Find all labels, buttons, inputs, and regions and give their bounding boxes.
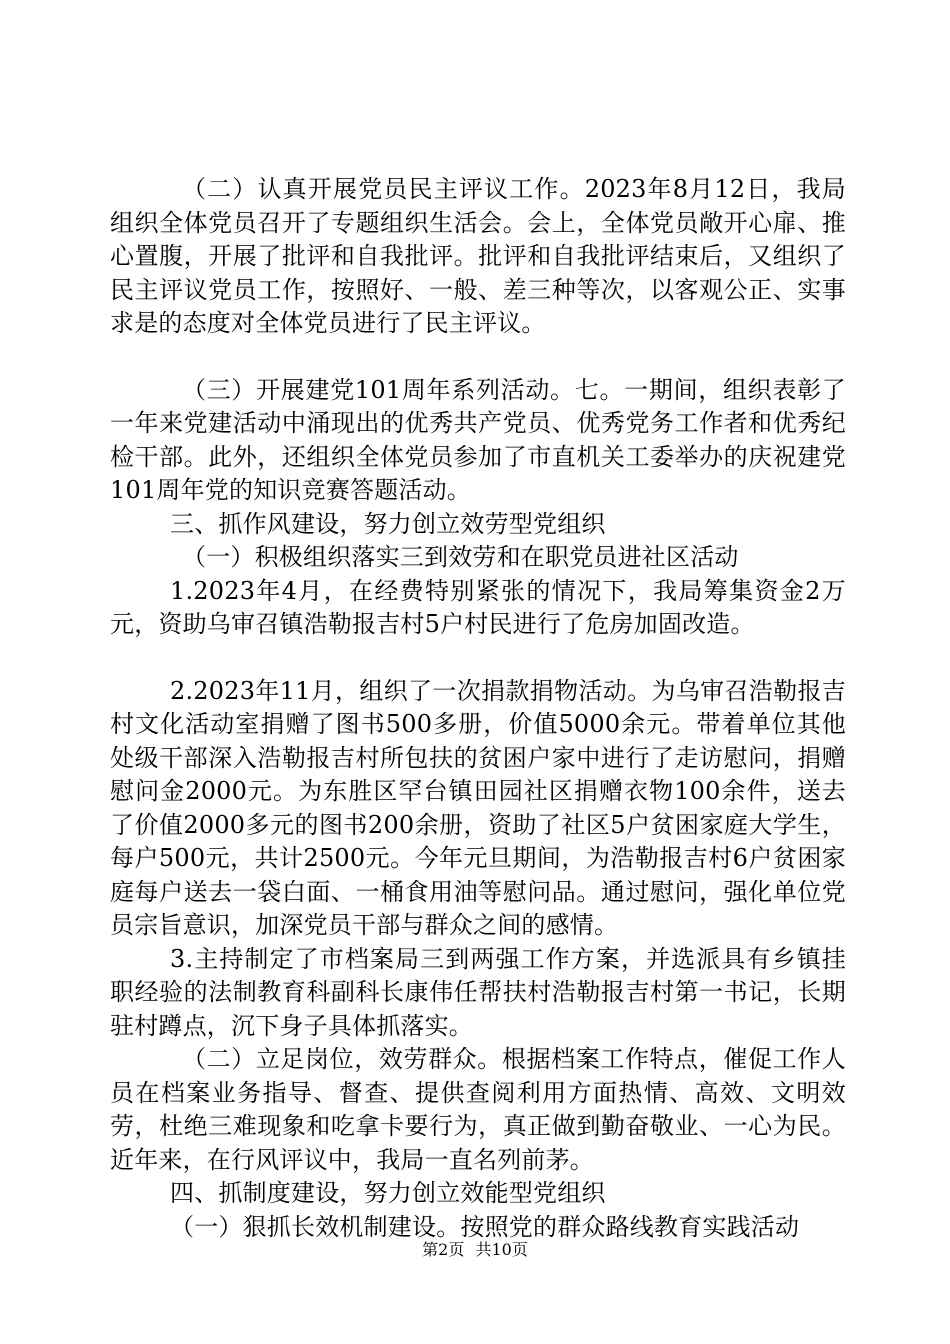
paragraph-item-one: 1.2023年4月，在经费特别紧张的情况下，我局筹集资金2万元，资助乌审召镇浩勒报吉村5户村民进行了危房加固改造。 (110, 576, 846, 638)
paragraph-long-term-mechanism: （一）狠抓长效机制建设。按照党的群众路线教育实践活动 (170, 1212, 800, 1241)
heading-section-four: 四、抓制度建设，努力创立效能型党组织 (170, 1179, 606, 1207)
paragraph-serve-public: （二）立足岗位，效劳群众。根据档案工作特点，催促工作人员在档案业务指导、督查、提供查阅利用方面热情、高效、文明效劳，杜绝三难现象和吃拿卡要行为，真正做到勤奋敬业、一心为民。近年来，在行风评议中，我局一直名列前茅。 (110, 1045, 846, 1174)
document-body (110, 173, 846, 1244)
heading-section-three: 三、抓作风建设，努力创立效劳型党组织 (170, 509, 606, 538)
page-footer (0, 1240, 950, 1260)
paragraph-democratic-review: （二）认真开展党员民主评议工作。2023年8月12日，我局组织全体党员召开了专题组织生活会。会上，全体党员敞开心扉、推心置腹，开展了批评和自我批评。批评和自我批评结束后，又组织了民主评议党员工作，按照好、一般、差三种等次，以客观公正、实事求是的态度对全体党员进行了民主评议。 (110, 175, 846, 337)
paragraph-item-three: 3.主持制定了市档案局三到两强工作方案，并选派具有乡镇挂职经验的法制教育科副科长康伟任帮扶村浩勒报吉村第一书记，长期驻村蹲点，沉下身子具体抓落实。 (110, 944, 846, 1040)
page-total-label: 共10页 (475, 1240, 528, 1259)
paragraph-item-two: 2.2023年11月，组织了一次捐款捐物活动。为乌审召浩勒报吉村文化活动室捐赠了图书500多册，价值5000余元。带着单位其他处级干部深入浩勒报吉村所包扶的贫困户家中进行了走访慰问，捐赠慰问金2000元。为东胜区罕台镇田园社区捐赠衣物100余件，送去了价值2000多元的图书200余册，资助了社区5户贫困家庭大学生，每户500元，共计2500元。今年元旦期间，为浩勒报吉村6户贫困家庭每户送去一袋白面、一桶食用油等慰问品。通过慰问，强化单位党员宗旨意识，加深党员干部与群众之间的感情。 (110, 676, 846, 939)
page-number-label: 第2页 (422, 1240, 465, 1259)
paragraph-anniversary-activities: （三）开展建党101周年系列活动。七。一期间，组织表彰了一年来党建活动中涌现出的优秀共产党员、优秀党务工作者和优秀纪检干部。此外，还组织全体党员参加了市直机关工委举办的庆祝建党101周年党的知识竞赛答题活动。 (110, 375, 846, 504)
subheading-service-activities: （一）积极组织落实三到效劳和在职党员进社区活动 (182, 543, 739, 571)
